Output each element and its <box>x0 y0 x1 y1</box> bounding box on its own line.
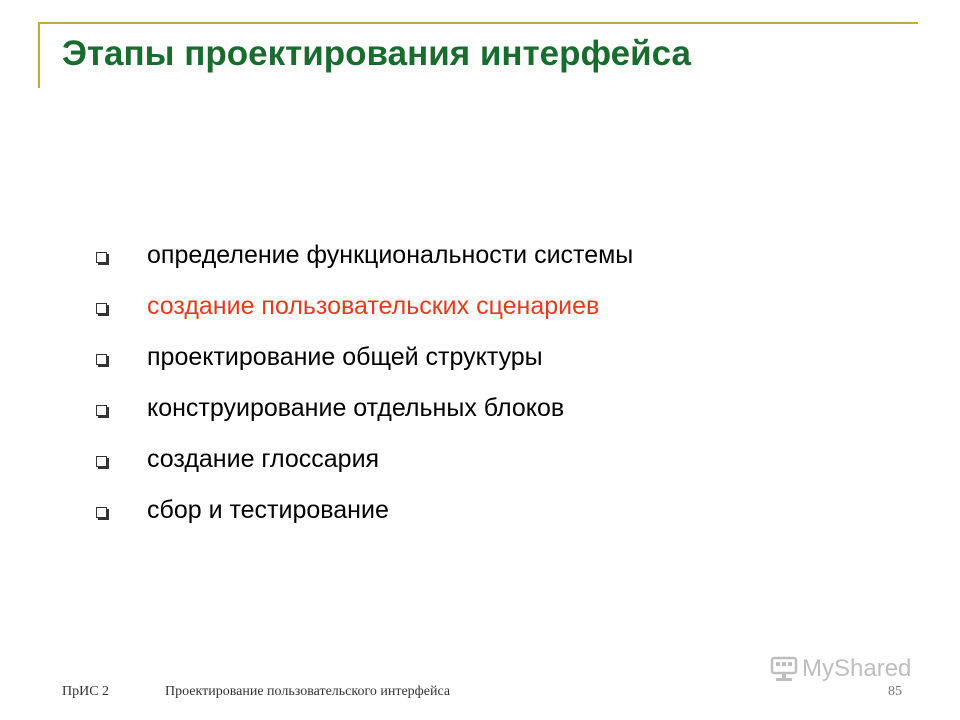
watermark-logo <box>770 655 911 683</box>
list-item <box>96 281 633 332</box>
presentation-screen-icon <box>770 656 798 682</box>
page-number: 85 <box>888 684 902 699</box>
bullet-text: конструирование отдельных блоков <box>147 394 565 422</box>
footer-course-code: ПрИС 2 <box>62 684 110 699</box>
frame-left-line <box>38 22 40 88</box>
list-item <box>96 230 633 281</box>
square-bullet-icon <box>96 303 107 314</box>
bullet-text: создание глоссария <box>147 445 380 473</box>
list-item <box>96 434 633 485</box>
list-item <box>96 485 633 536</box>
bullet-text: проектирование общей структуры <box>147 343 543 371</box>
square-bullet-icon <box>96 405 107 416</box>
footer-course-title: Проектирование пользовательского интерфейса <box>165 684 451 699</box>
watermark-text: MyShared <box>802 655 912 682</box>
square-bullet-icon <box>96 507 107 518</box>
bullet-list <box>96 230 633 536</box>
slide-title: Этапы проектирования интерфейса <box>62 34 692 73</box>
bullet-text: определение функциональности системы <box>147 241 634 269</box>
bullet-text-highlighted: создание пользовательских сценариев <box>147 292 600 320</box>
square-bullet-icon <box>96 354 107 365</box>
list-item <box>96 383 633 434</box>
frame-top-line <box>38 22 918 24</box>
list-item <box>96 332 633 383</box>
square-bullet-icon <box>96 252 107 263</box>
bullet-text: сбор и тестирование <box>147 496 389 524</box>
square-bullet-icon <box>96 456 107 467</box>
